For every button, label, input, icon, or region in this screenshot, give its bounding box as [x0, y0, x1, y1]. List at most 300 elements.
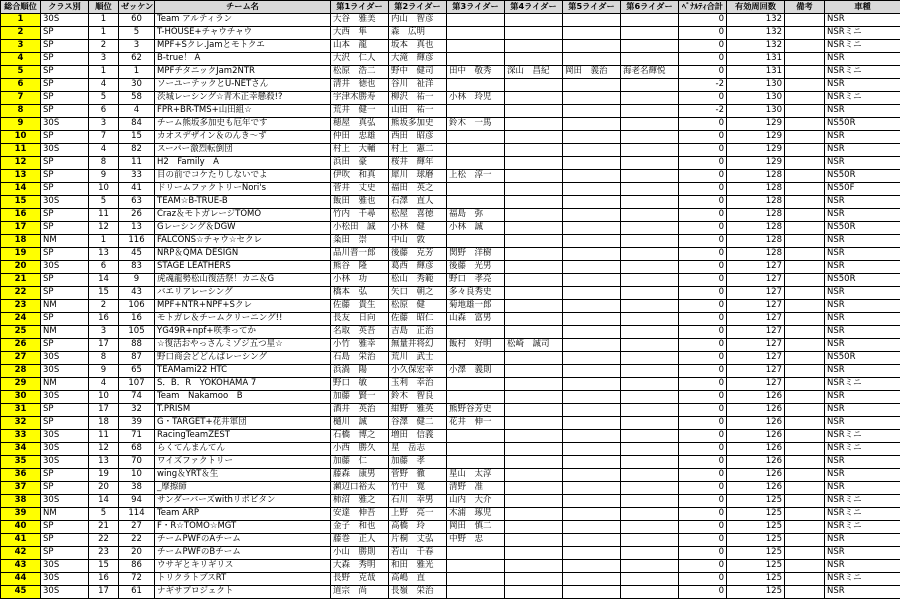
cell-valid-laps: 127: [727, 378, 785, 391]
cell-rider-1: 荒井 健一: [331, 105, 389, 118]
cell-rider-2: 内山 智彦: [389, 14, 447, 27]
cell-team-name: チームPWFのBチーム: [155, 547, 331, 560]
cell-overall-rank: 35: [1, 456, 41, 469]
cell-rider-1: 大西 隼: [331, 27, 389, 40]
cell-team-name: F・R☆TOMO☆MGT: [155, 521, 331, 534]
cell-penalty-total: 0: [679, 443, 727, 456]
cell-class: SP: [41, 521, 89, 534]
cell-rider-6: [621, 404, 679, 417]
cell-rider-3: 上松 淳一: [447, 170, 505, 183]
cell-rider-5: [563, 53, 621, 66]
cell-rider-6: [621, 443, 679, 456]
cell-rider-5: [563, 274, 621, 287]
cell-class: 30S: [41, 456, 89, 469]
cell-penalty-total: 0: [679, 365, 727, 378]
cell-valid-laps: 132: [727, 40, 785, 53]
cell-rider-3: 山森 富男: [447, 313, 505, 326]
cell-valid-laps: 132: [727, 14, 785, 27]
cell-rider-1: 小松田 誠: [331, 222, 389, 235]
table-row: [1, 300, 900, 313]
cell-rider-6: [621, 573, 679, 586]
cell-valid-laps: 127: [727, 313, 785, 326]
table-row: [1, 287, 900, 300]
cell-class-rank: 19: [89, 469, 119, 482]
table-row: [1, 40, 900, 53]
cell-valid-laps: 126: [727, 443, 785, 456]
cell-rider-2: 桜井 輝年: [389, 157, 447, 170]
cell-rider-3: [447, 157, 505, 170]
cell-rider-2: 小久保宏幸: [389, 365, 447, 378]
table-row: [1, 326, 900, 339]
cell-valid-laps: 129: [727, 157, 785, 170]
cell-overall-rank: 18: [1, 235, 41, 248]
cell-overall-rank: 31: [1, 404, 41, 417]
cell-rider-3: [447, 105, 505, 118]
cell-vehicle: NSR: [825, 586, 900, 599]
cell-number: 5: [119, 27, 155, 40]
cell-vehicle: NSR: [825, 287, 900, 300]
cell-rider-5: [563, 118, 621, 131]
cell-overall-rank: 4: [1, 53, 41, 66]
cell-rider-3: 田中 敬秀: [447, 66, 505, 79]
cell-overall-rank: 7: [1, 92, 41, 105]
table-row: [1, 261, 900, 274]
cell-vehicle: NS50R: [825, 170, 900, 183]
cell-rider-4: [505, 417, 563, 430]
cell-rider-6: [621, 170, 679, 183]
cell-rider-3: 小澤 義則: [447, 365, 505, 378]
cell-rider-5: [563, 40, 621, 53]
cell-number: 41: [119, 183, 155, 196]
cell-penalty-total: 0: [679, 183, 727, 196]
cell-class: SP: [41, 417, 89, 430]
cell-penalty-total: 0: [679, 287, 727, 300]
cell-number: 3: [119, 40, 155, 53]
cell-penalty-total: 0: [679, 508, 727, 521]
cell-overall-rank: 33: [1, 430, 41, 443]
cell-team-name: 野口商会どどんぱレーシング: [155, 352, 331, 365]
cell-class-rank: 22: [89, 534, 119, 547]
cell-rider-2: 竹中 寛: [389, 482, 447, 495]
cell-rider-4: [505, 14, 563, 27]
cell-rider-5: [563, 495, 621, 508]
cell-rider-4: [505, 79, 563, 92]
cell-rider-5: [563, 196, 621, 209]
cell-class-rank: 8: [89, 157, 119, 170]
cell-valid-laps: 125: [727, 521, 785, 534]
cell-class: SP: [41, 547, 89, 560]
cell-team-name: モトガレ＆チームクリーニング!!: [155, 313, 331, 326]
cell-vehicle: NSR: [825, 79, 900, 92]
cell-penalty-total: 0: [679, 261, 727, 274]
cell-rider-4: [505, 300, 563, 313]
cell-remarks: [785, 222, 825, 235]
cell-vehicle: NSR: [825, 365, 900, 378]
cell-rider-3: 福島 弥: [447, 209, 505, 222]
cell-class-rank: 12: [89, 443, 119, 456]
cell-rider-5: [563, 378, 621, 391]
cell-class-rank: 4: [89, 378, 119, 391]
cell-rider-6: [621, 547, 679, 560]
cell-vehicle: NSR: [825, 339, 900, 352]
cell-rider-4: [505, 456, 563, 469]
cell-class-rank: 11: [89, 430, 119, 443]
cell-overall-rank: 30: [1, 391, 41, 404]
cell-team-name: MPF+Sクレ.Jamとモトクエ: [155, 40, 331, 53]
cell-number: 87: [119, 352, 155, 365]
cell-rider-5: [563, 404, 621, 417]
cell-rider-2: 長嶺 栄治: [389, 586, 447, 599]
cell-rider-4: [505, 573, 563, 586]
cell-rider-1: 大谷 雅美: [331, 14, 389, 27]
cell-number: 11: [119, 157, 155, 170]
cell-rider-6: [621, 430, 679, 443]
cell-rider-6: [621, 274, 679, 287]
cell-valid-laps: 128: [727, 183, 785, 196]
cell-penalty-total: 0: [679, 326, 727, 339]
cell-rider-3: [447, 326, 505, 339]
cell-rider-1: 長野 克哉: [331, 573, 389, 586]
cell-overall-rank: 19: [1, 248, 41, 261]
cell-number: 116: [119, 235, 155, 248]
cell-rider-3: 菊地雄一郎: [447, 300, 505, 313]
cell-rider-5: [563, 157, 621, 170]
cell-class-rank: 12: [89, 222, 119, 235]
cell-rider-2: 鈴木 智良: [389, 391, 447, 404]
cell-penalty-total: 0: [679, 352, 727, 365]
cell-rider-3: 鈴木 一馬: [447, 118, 505, 131]
cell-rider-2: 矢口 朝之: [389, 287, 447, 300]
cell-rider-4: [505, 365, 563, 378]
cell-class: NM: [41, 326, 89, 339]
cell-rider-3: 飯村 好明: [447, 339, 505, 352]
cell-rider-6: [621, 183, 679, 196]
cell-class-rank: 15: [89, 287, 119, 300]
cell-rider-3: [447, 14, 505, 27]
cell-rider-2: 菅野 徹: [389, 469, 447, 482]
cell-team-name: トリクラトブスRT: [155, 573, 331, 586]
cell-class: 30S: [41, 573, 89, 586]
cell-penalty-total: 0: [679, 235, 727, 248]
cell-vehicle: NSR: [825, 235, 900, 248]
table-row: [1, 222, 900, 235]
cell-rider-4: 松崎 誠司: [505, 339, 563, 352]
cell-vehicle: NSR: [825, 391, 900, 404]
cell-rider-3: 小林 玲児: [447, 92, 505, 105]
cell-class-rank: 17: [89, 586, 119, 599]
table-row: [1, 404, 900, 417]
cell-rider-3: 野口 孝亮: [447, 274, 505, 287]
cell-rider-2: 松山 秀範: [389, 274, 447, 287]
cell-team-name: FALCONS☆チャウ☆セクレ: [155, 235, 331, 248]
cell-team-name: 茨城レーシング☆青木正幸懸殺!?: [155, 92, 331, 105]
cell-rider-3: 木浦 琢児: [447, 508, 505, 521]
cell-rider-4: [505, 183, 563, 196]
cell-rider-3: 中野 忠: [447, 534, 505, 547]
cell-number: 38: [119, 482, 155, 495]
cell-rider-4: [505, 27, 563, 40]
cell-team-name: ドリームファクトリーNori's: [155, 183, 331, 196]
cell-vehicle: NSR: [825, 261, 900, 274]
cell-overall-rank: 26: [1, 339, 41, 352]
cell-team-name: サンダーバーズwithリポビタン: [155, 495, 331, 508]
cell-overall-rank: 36: [1, 469, 41, 482]
cell-team-name: チーム熊坂多加史も厄年です: [155, 118, 331, 131]
cell-number: 1: [119, 66, 155, 79]
cell-rider-2: 福田 英之: [389, 183, 447, 196]
cell-penalty-total: -2: [679, 105, 727, 118]
cell-rider-4: [505, 443, 563, 456]
table-row: [1, 14, 900, 27]
cell-overall-rank: 16: [1, 209, 41, 222]
cell-number: 9: [119, 274, 155, 287]
table-row: [1, 170, 900, 183]
cell-number: 30: [119, 79, 155, 92]
cell-remarks: [785, 430, 825, 443]
cell-penalty-total: 0: [679, 378, 727, 391]
column-header-valid-laps: 有効周回数: [727, 1, 785, 14]
cell-valid-laps: 125: [727, 586, 785, 599]
cell-overall-rank: 3: [1, 40, 41, 53]
cell-rider-3: 関野 洋樹: [447, 248, 505, 261]
cell-class-rank: 14: [89, 274, 119, 287]
cell-rider-2: 中山 敦: [389, 235, 447, 248]
cell-class-rank: 3: [89, 118, 119, 131]
cell-penalty-total: 0: [679, 547, 727, 560]
column-header-rider-6: 第6ライダー: [621, 1, 679, 14]
cell-class: SP: [41, 313, 89, 326]
cell-valid-laps: 130: [727, 105, 785, 118]
cell-rider-6: [621, 534, 679, 547]
cell-number: 82: [119, 144, 155, 157]
cell-overall-rank: 40: [1, 521, 41, 534]
cell-number: 16: [119, 313, 155, 326]
cell-class: 30S: [41, 196, 89, 209]
cell-overall-rank: 34: [1, 443, 41, 456]
cell-class: SP: [41, 53, 89, 66]
cell-number: 10: [119, 469, 155, 482]
cell-overall-rank: 21: [1, 274, 41, 287]
cell-class: SP: [41, 40, 89, 53]
cell-rider-1: 松原 浩二: [331, 66, 389, 79]
cell-rider-6: [621, 495, 679, 508]
cell-rider-6: [621, 326, 679, 339]
cell-valid-laps: 130: [727, 92, 785, 105]
cell-vehicle: NSR: [825, 534, 900, 547]
cell-class: SP: [41, 274, 89, 287]
cell-valid-laps: 132: [727, 27, 785, 40]
cell-vehicle: NSRミニ: [825, 92, 900, 105]
cell-class: SP: [41, 105, 89, 118]
cell-class-rank: 1: [89, 235, 119, 248]
cell-vehicle: NSR: [825, 209, 900, 222]
cell-rider-3: [447, 352, 505, 365]
cell-vehicle: NS50R: [825, 274, 900, 287]
cell-vehicle: NSRミニ: [825, 66, 900, 79]
cell-class-rank: 14: [89, 495, 119, 508]
table-row: [1, 196, 900, 209]
cell-valid-laps: 127: [727, 326, 785, 339]
cell-penalty-total: 0: [679, 209, 727, 222]
cell-rider-3: 星山 太淳: [447, 469, 505, 482]
cell-rider-5: [563, 313, 621, 326]
cell-valid-laps: 125: [727, 534, 785, 547]
cell-number: 88: [119, 339, 155, 352]
cell-rider-2: 西田 昭彦: [389, 131, 447, 144]
table-row: [1, 92, 900, 105]
cell-team-name: MPF+NTR+NPF+Sクレ: [155, 300, 331, 313]
cell-penalty-total: 0: [679, 469, 727, 482]
table-row: [1, 443, 900, 456]
cell-overall-rank: 39: [1, 508, 41, 521]
cell-rider-3: [447, 391, 505, 404]
cell-team-name: Team ARP: [155, 508, 331, 521]
cell-team-name: STAGE LEATHERS: [155, 261, 331, 274]
cell-overall-rank: 23: [1, 300, 41, 313]
cell-class: SP: [41, 27, 89, 40]
cell-vehicle: NSR: [825, 313, 900, 326]
cell-rider-6: [621, 79, 679, 92]
cell-class: SP: [41, 469, 89, 482]
cell-class: SP: [41, 248, 89, 261]
cell-class: SP: [41, 339, 89, 352]
cell-rider-1: 藤巻 正人: [331, 534, 389, 547]
cell-rider-3: [447, 378, 505, 391]
table-row: [1, 430, 900, 443]
cell-vehicle: NS50R: [825, 118, 900, 131]
table-row: [1, 131, 900, 144]
cell-overall-rank: 12: [1, 157, 41, 170]
cell-rider-2: 和田 雅光: [389, 560, 447, 573]
cell-remarks: [785, 378, 825, 391]
cell-rider-6: [621, 131, 679, 144]
cell-number: 65: [119, 365, 155, 378]
cell-rider-5: 岡田 義治: [563, 66, 621, 79]
cell-overall-rank: 1: [1, 14, 41, 27]
cell-team-name: TEAM☆B-TRUE-B: [155, 196, 331, 209]
table-row: [1, 209, 900, 222]
cell-valid-laps: 128: [727, 235, 785, 248]
cell-remarks: [785, 443, 825, 456]
cell-penalty-total: 0: [679, 573, 727, 586]
cell-rider-3: 後藤 光男: [447, 261, 505, 274]
cell-rider-3: 清野 准: [447, 482, 505, 495]
cell-rider-3: 小林 誠: [447, 222, 505, 235]
cell-class-rank: 1: [89, 66, 119, 79]
cell-overall-rank: 20: [1, 261, 41, 274]
cell-rider-5: [563, 469, 621, 482]
cell-rider-2: 野中 健司: [389, 66, 447, 79]
table-row: [1, 365, 900, 378]
cell-class: SP: [41, 66, 89, 79]
cell-number: 107: [119, 378, 155, 391]
column-header-vehicle: 車種: [825, 1, 900, 14]
cell-vehicle: NSR: [825, 560, 900, 573]
column-header-number: ゼッケン: [119, 1, 155, 14]
cell-rider-5: [563, 170, 621, 183]
cell-rider-6: [621, 469, 679, 482]
cell-team-name: YG49R+npf+咲季ってか: [155, 326, 331, 339]
cell-class-rank: 23: [89, 547, 119, 560]
cell-rider-4: [505, 521, 563, 534]
cell-rider-1: 野口 敏: [331, 378, 389, 391]
cell-rider-2: 森 広明: [389, 27, 447, 40]
cell-rider-4: [505, 404, 563, 417]
cell-valid-laps: 125: [727, 573, 785, 586]
cell-rider-5: [563, 586, 621, 599]
cell-rider-1: 伊吹 和真: [331, 170, 389, 183]
cell-remarks: [785, 131, 825, 144]
cell-vehicle: NSRミニ: [825, 495, 900, 508]
cell-rider-2: 後藤 克芳: [389, 248, 447, 261]
cell-team-name: NRP＆QMA DESIGN: [155, 248, 331, 261]
cell-rider-5: [563, 443, 621, 456]
cell-remarks: [785, 573, 825, 586]
cell-rider-4: [505, 118, 563, 131]
cell-rider-3: [447, 586, 505, 599]
cell-remarks: [785, 79, 825, 92]
cell-rider-4: [505, 131, 563, 144]
cell-class-rank: 3: [89, 53, 119, 66]
cell-rider-4: [505, 105, 563, 118]
cell-rider-1: 浜田 豪: [331, 157, 389, 170]
cell-rider-6: [621, 157, 679, 170]
cell-class-rank: 2: [89, 300, 119, 313]
cell-remarks: [785, 235, 825, 248]
cell-class-rank: 1: [89, 14, 119, 27]
cell-rider-6: [621, 261, 679, 274]
cell-rider-2: 増田 信義: [389, 430, 447, 443]
cell-remarks: [785, 144, 825, 157]
cell-rider-1: 石橋 博之: [331, 430, 389, 443]
cell-penalty-total: 0: [679, 417, 727, 430]
cell-class: NM: [41, 378, 89, 391]
cell-vehicle: NSR: [825, 14, 900, 27]
cell-rider-2: 松屋 喜徳: [389, 209, 447, 222]
cell-class-rank: 5: [89, 196, 119, 209]
cell-valid-laps: 125: [727, 560, 785, 573]
cell-overall-rank: 8: [1, 105, 41, 118]
cell-vehicle: NSR: [825, 105, 900, 118]
cell-overall-rank: 13: [1, 170, 41, 183]
table-row: [1, 573, 900, 586]
cell-team-name: ナギサプロジェクト: [155, 586, 331, 599]
cell-rider-5: [563, 326, 621, 339]
cell-rider-5: [563, 131, 621, 144]
cell-rider-6: [621, 391, 679, 404]
table-row: [1, 391, 900, 404]
cell-class-rank: 21: [89, 521, 119, 534]
cell-rider-6: [621, 27, 679, 40]
cell-rider-1: 大森 秀明: [331, 560, 389, 573]
cell-number: 84: [119, 118, 155, 131]
cell-valid-laps: 127: [727, 300, 785, 313]
cell-remarks: [785, 14, 825, 27]
cell-rider-6: [621, 196, 679, 209]
cell-penalty-total: 0: [679, 144, 727, 157]
cell-rider-1: 酒井 英治: [331, 404, 389, 417]
cell-team-name: FPR+BR-TMS+山田組☆: [155, 105, 331, 118]
column-header-rider-2: 第2ライダー: [389, 1, 447, 14]
cell-rider-2: 荒川 武士: [389, 352, 447, 365]
cell-rider-3: [447, 573, 505, 586]
cell-remarks: [785, 313, 825, 326]
cell-class-rank: 16: [89, 313, 119, 326]
cell-rider-1: 藤森 康男: [331, 469, 389, 482]
cell-rider-1: 小山 勝則: [331, 547, 389, 560]
cell-team-name: 目の前でコケたりしないでよ: [155, 170, 331, 183]
cell-rider-5: [563, 482, 621, 495]
